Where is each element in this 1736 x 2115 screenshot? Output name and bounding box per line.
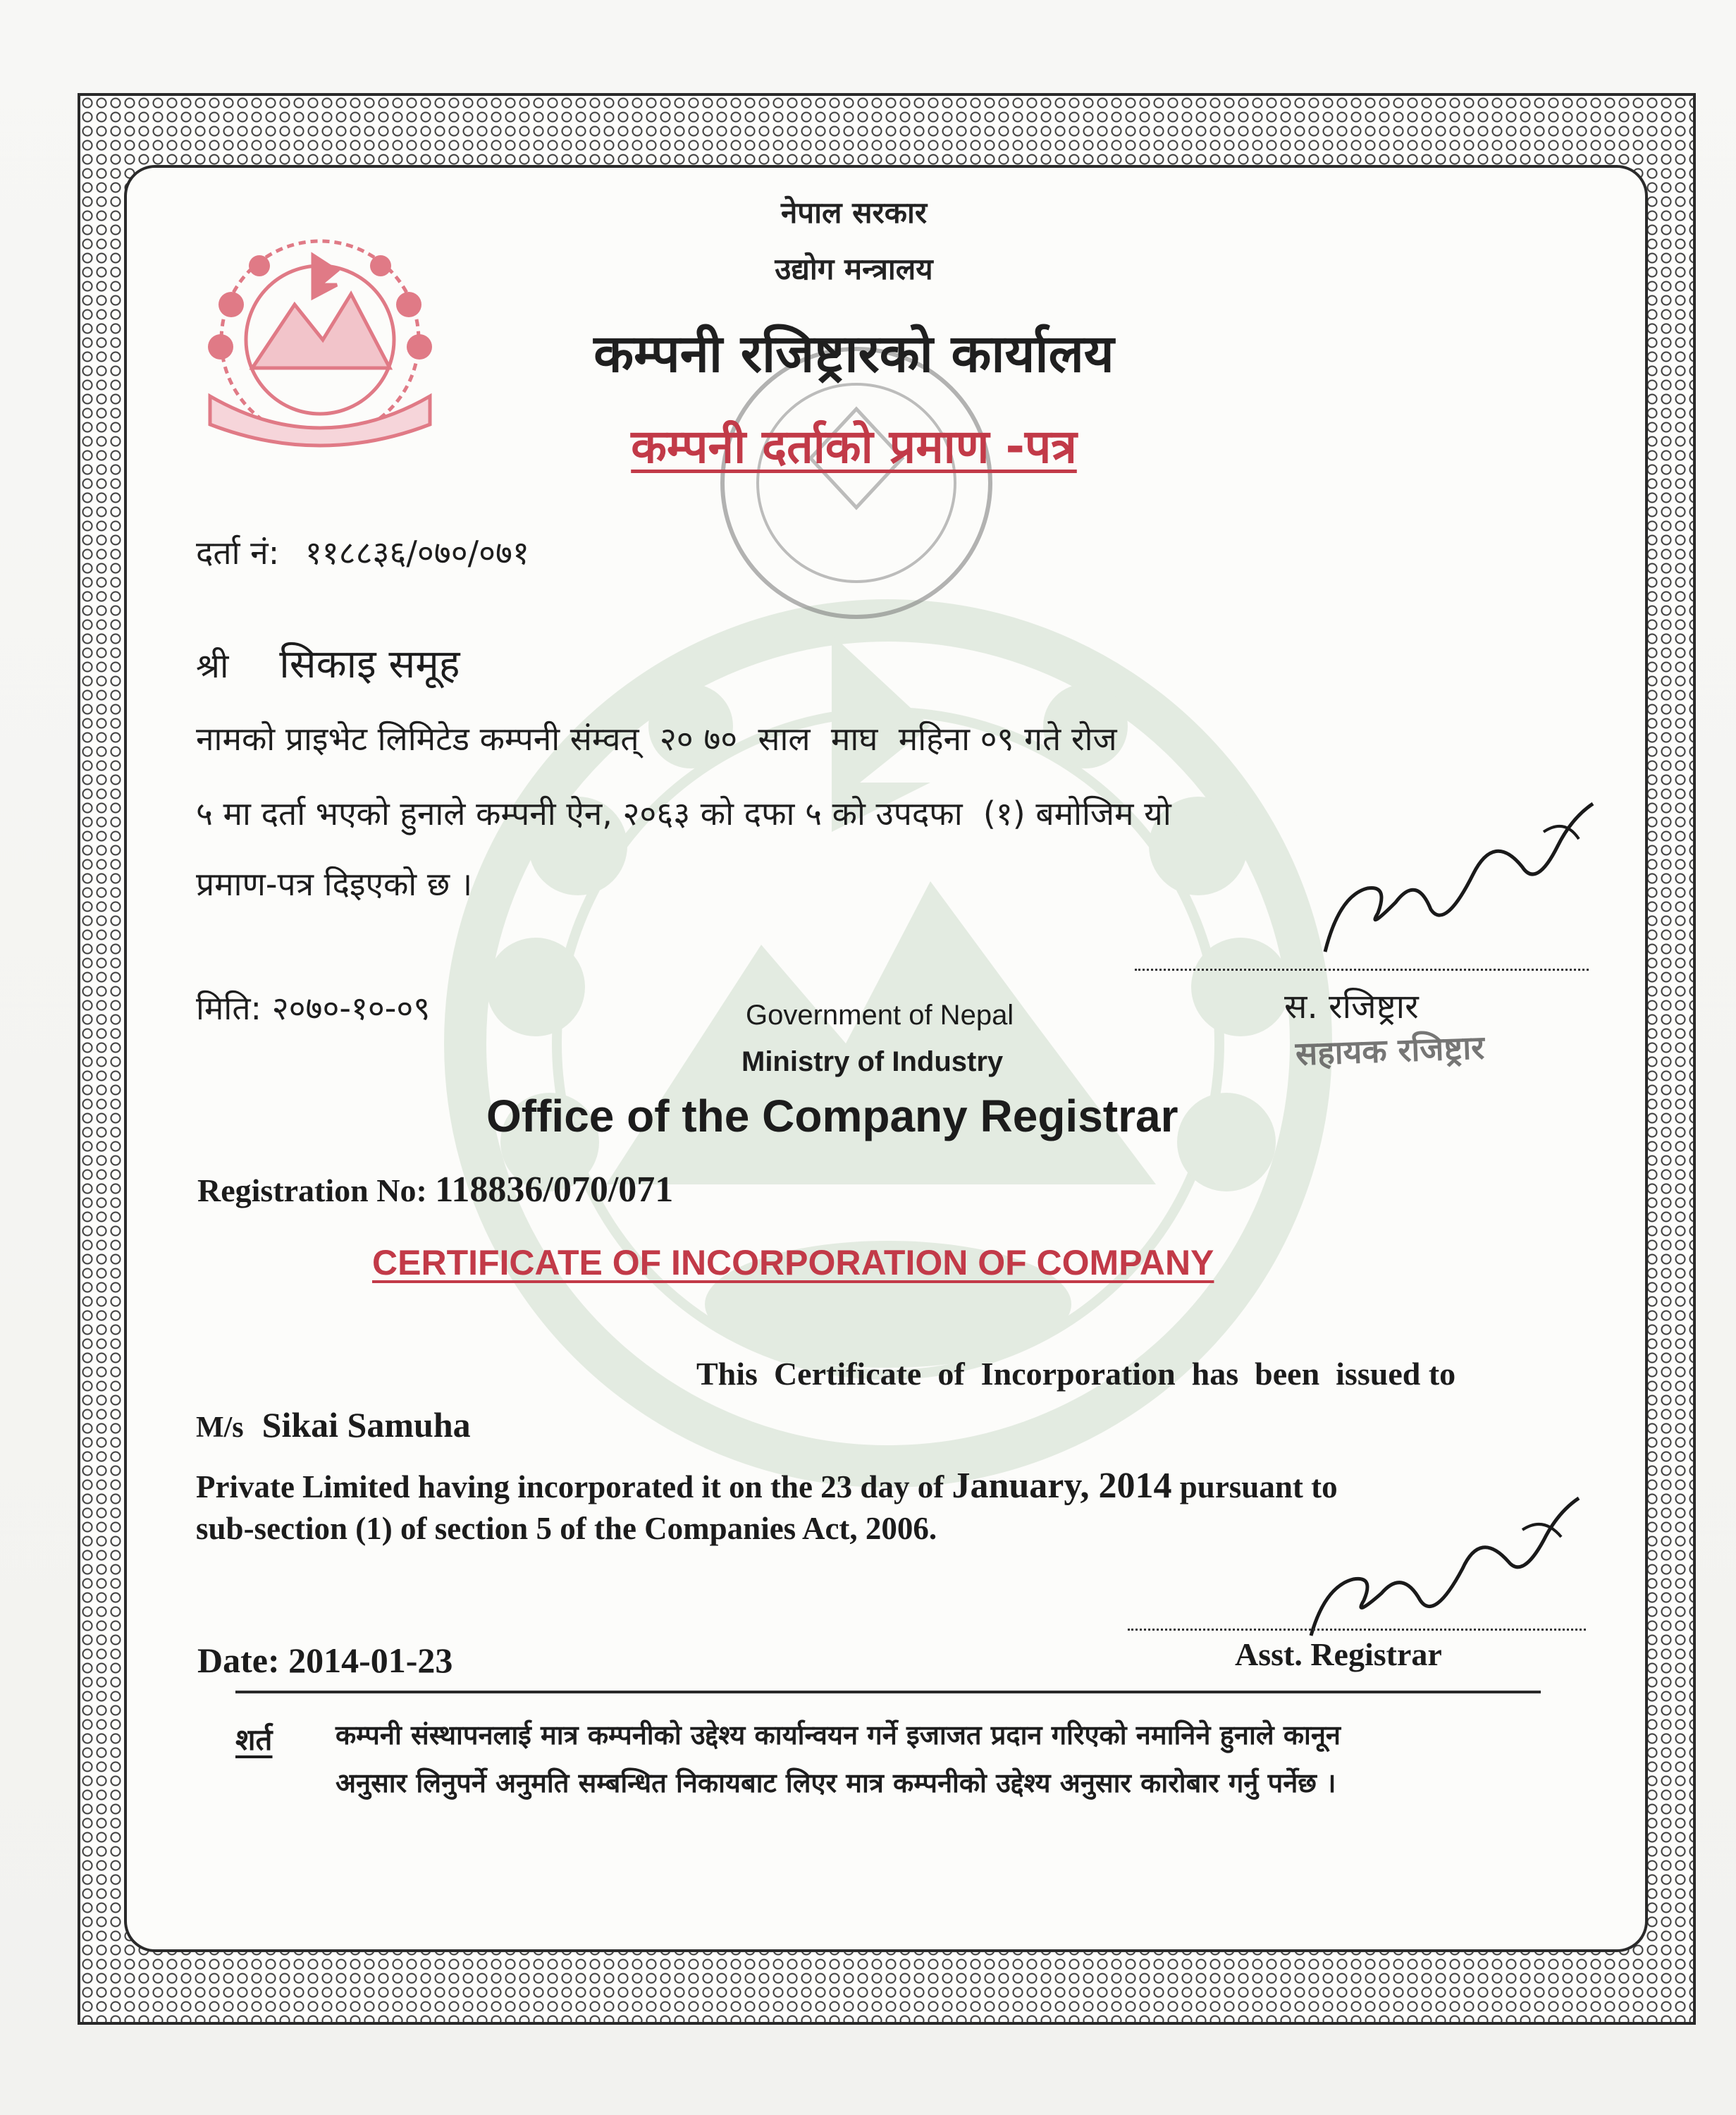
registration-en — [197, 1169, 673, 1210]
condition-divider — [235, 1691, 1541, 1693]
certificate-title-en: CERTIFICATE OF INCORPORATION OF COMPANY — [372, 1243, 1214, 1282]
government-label-en: Government of Nepal — [746, 1000, 1014, 1031]
body-np-line1: नामको प्राइभेट लिमिटेड कम्पनी संम्वत् २० ७० साल माघ महिना ०९ गते रोज — [196, 720, 1117, 758]
ministry-label-en: Ministry of Industry — [741, 1046, 1004, 1077]
office-title-en: Office of the Company Registrar — [486, 1091, 1178, 1141]
registration-label-en: Registration No: — [197, 1172, 427, 1208]
body-np-line2: ५ मा दर्ता भएको हुनाले कम्पनी ऐन, २०६३ को दफा ५ को उपदफा (१) बमोजिम यो — [196, 795, 1171, 833]
registration-number-np: ११८८३६/०७०/०७१ — [304, 534, 529, 572]
company-name-en: Sikai Samuha — [261, 1405, 471, 1445]
registrar-signature-np — [1311, 790, 1607, 973]
registration-number-en: 118836/070/071 — [435, 1170, 674, 1210]
condition-line1: कम्पनी संस्थापनलाई मात्र कम्पनीको उद्देश्य कार्यान्वयन गर्ने इजाजत प्रदान गरिएको नमानिने हुनाले कानून — [335, 1719, 1341, 1751]
registration-np — [196, 530, 529, 574]
date-value-en: 2014-01-23 — [288, 1641, 453, 1680]
office-title-np: कम्पनी रजिष्ट्रारको कार्यालय — [593, 324, 1114, 384]
body-en-line1: This Certificate of Incorporation has been issued to — [696, 1356, 1456, 1392]
honorific-np: श्री — [196, 646, 229, 686]
date-label-np: मिति: — [196, 989, 262, 1027]
date-value-np: २०७०-१०-०९ — [271, 989, 431, 1027]
company-name-np-row — [196, 636, 460, 689]
incorporation-date-en: January, 2014 — [952, 1466, 1172, 1506]
signature-line-en — [1128, 1629, 1586, 1631]
registrar-label-en: Asst. Registrar — [1235, 1636, 1442, 1672]
signature-line-np — [1135, 969, 1589, 971]
body-en-line3-part1: Private Limited having incorporated it on the 23 day of — [196, 1469, 944, 1504]
date-en — [197, 1640, 453, 1681]
government-label-np: नेपाल सरकार — [780, 195, 928, 230]
body-en-line4: sub-section (1) of section 5 of the Companies Act, 2006. — [196, 1511, 937, 1546]
ministry-label-np: उद्योग मन्त्रालय — [775, 252, 933, 286]
certificate-title-np: कम्पनी दर्ताको प्रमाण -पत्र — [631, 419, 1077, 474]
registrar-label-np: स. रजिष्ट्रार — [1284, 987, 1419, 1026]
condition-line2: अनुसार लिनुपर्ने अनुमति सम्बन्धित निकायबाट लिएर मात्र कम्पनीको उद्देश्य अनुसार कारोबार गर्नु पर्नेछ । — [335, 1767, 1336, 1798]
date-label-en: Date: — [197, 1641, 280, 1680]
company-name-np: सिकाइ समूह — [279, 642, 460, 687]
company-name-en-row — [196, 1404, 471, 1445]
registrar-signature-en — [1290, 1480, 1593, 1650]
body-en-line3-part2: pursuant to — [1179, 1469, 1338, 1504]
body-np-line3: प्रमाण-पत्र दिइएको छ । — [196, 865, 473, 903]
condition-label: शर्त — [235, 1722, 273, 1757]
registration-label-np: दर्ता नं: — [196, 534, 280, 572]
date-np — [196, 986, 430, 1029]
registrar-stamp-np: सहायक रजिष्ट्रार — [1295, 1028, 1485, 1073]
body-en-line3 — [196, 1465, 1338, 1507]
company-prefix-en: M/s — [196, 1411, 244, 1444]
